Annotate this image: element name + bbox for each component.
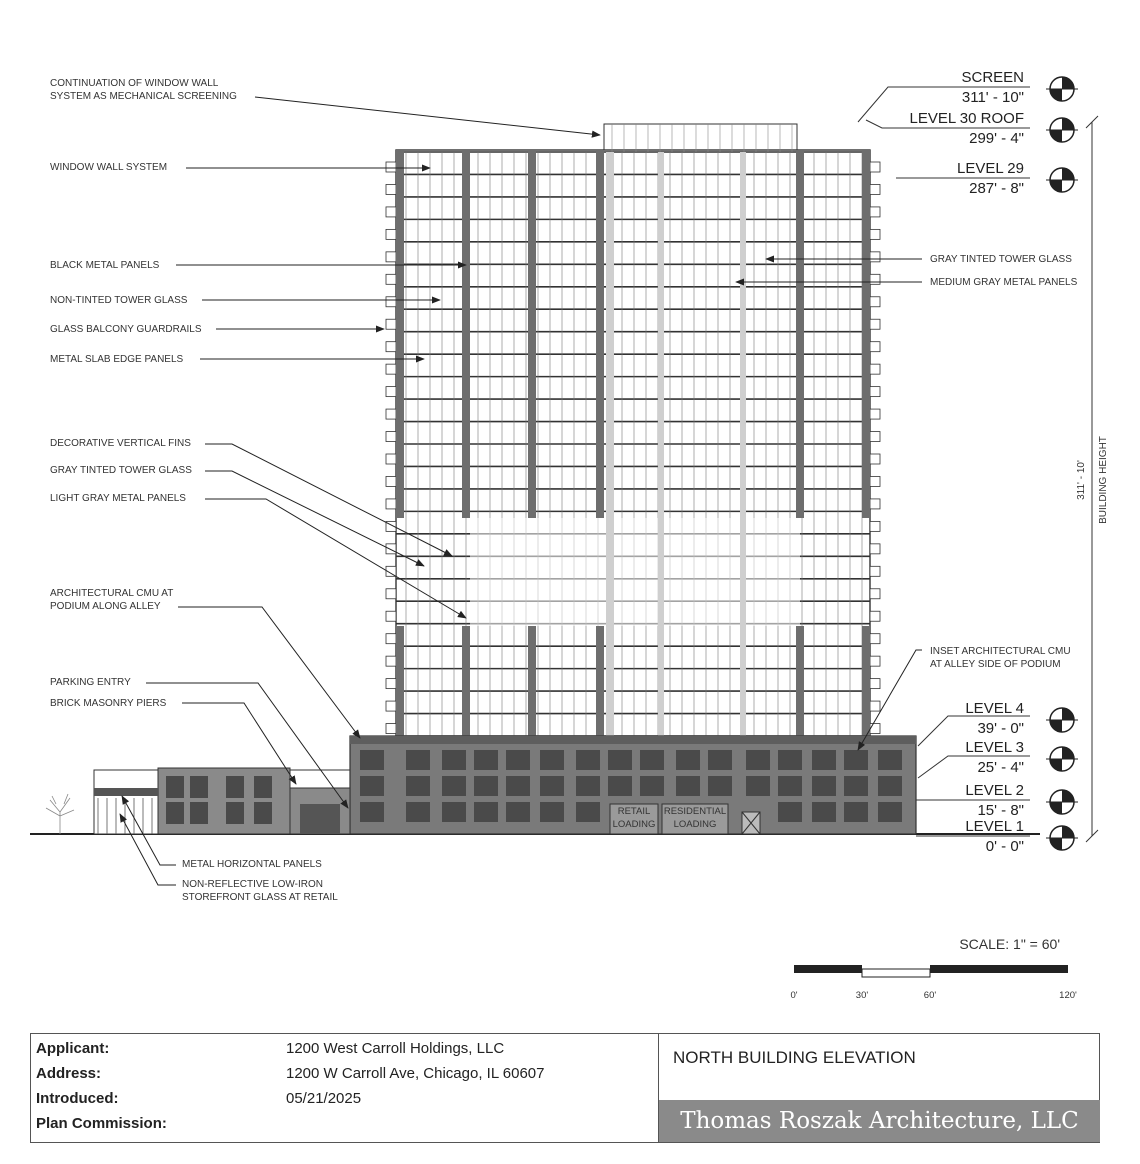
podium-window (778, 776, 802, 796)
level-target-quadrant (1062, 790, 1074, 802)
balcony-left (386, 724, 396, 734)
balcony-left (386, 297, 396, 307)
introduced-value: 05/21/2025 (286, 1090, 362, 1107)
pier-lower (396, 626, 404, 736)
scale-label: SCALE: 1" = 60' (959, 936, 1060, 952)
callout-inset-cmu-1: INSET ARCHITECTURAL CMU (930, 646, 1071, 657)
level-name: LEVEL 4 (965, 700, 1024, 717)
balcony-right (870, 724, 880, 734)
level-target-quadrant (1062, 118, 1074, 130)
callout-metal-horizontal: METAL HORIZONTAL PANELS (182, 859, 322, 870)
parking-canopy (290, 770, 350, 788)
level-name: LEVEL 2 (965, 782, 1024, 799)
balcony-right (870, 701, 880, 711)
balcony-left (386, 274, 396, 284)
balcony-left (386, 319, 396, 329)
podium-window (576, 776, 600, 796)
balcony-right (870, 207, 880, 217)
brick-window (254, 802, 272, 824)
pier-upper (462, 150, 470, 518)
balcony-left (386, 679, 396, 689)
level-target-quadrant (1050, 180, 1062, 192)
level-name: SCREEN (961, 69, 1024, 86)
balcony-right (870, 409, 880, 419)
balcony-right (870, 319, 880, 329)
parking-opening (300, 804, 340, 834)
level-elevation: 287' - 8" (969, 180, 1024, 197)
balcony-left (386, 207, 396, 217)
pier-lower (462, 626, 470, 736)
podium-window (360, 802, 384, 822)
scale-tick-120: 120' (1059, 990, 1077, 1001)
pier-upper (528, 150, 536, 518)
callout-parking: PARKING ENTRY (50, 677, 131, 688)
callout-black-metal: BLACK METAL PANELS (50, 260, 160, 271)
center-pier (658, 152, 664, 736)
podium-window (640, 750, 664, 770)
callout-window-wall: WINDOW WALL SYSTEM (50, 162, 168, 173)
level-name: LEVEL 3 (965, 739, 1024, 756)
podium-window (506, 776, 530, 796)
callout-slab-edge: METAL SLAB EDGE PANELS (50, 354, 184, 365)
applicant-value: 1200 West Carroll Holdings, LLC (286, 1040, 505, 1057)
balcony-left (386, 476, 396, 486)
podium-window (406, 802, 430, 822)
level-target-quadrant (1050, 838, 1062, 850)
balcony-left (386, 162, 396, 172)
applicant-label: Applicant: (36, 1040, 110, 1057)
balcony-left (386, 432, 396, 442)
project-info (31, 1034, 658, 1142)
podium-window (778, 802, 802, 822)
level-target-quadrant (1062, 826, 1074, 838)
balcony-right (870, 454, 880, 464)
balcony-left (386, 544, 396, 554)
level-elevation: 39' - 0" (977, 720, 1024, 737)
level-elevation: 25' - 4" (977, 759, 1024, 776)
balcony-left (386, 342, 396, 352)
level-target-quadrant (1050, 89, 1062, 101)
podium-window (406, 776, 430, 796)
podium-window (442, 802, 466, 822)
address-label: Address: (36, 1065, 102, 1082)
scale-seg-1 (794, 965, 862, 973)
level-elevation: 299' - 4" (969, 130, 1024, 147)
balcony-right (870, 634, 880, 644)
level-target-quadrant (1050, 802, 1062, 814)
podium-window (844, 802, 868, 822)
balcony-left (386, 364, 396, 374)
brick-window (226, 802, 244, 824)
podium-window (360, 750, 384, 770)
podium-window (576, 750, 600, 770)
callout-continuation-1: CONTINUATION OF WINDOW WALL (50, 78, 219, 89)
callout-brick: BRICK MASONRY PIERS (50, 698, 167, 709)
podium-window (676, 750, 700, 770)
pier-lower (596, 626, 604, 736)
podium-window (474, 802, 498, 822)
podium-window (878, 802, 902, 822)
level-name: LEVEL 29 (957, 160, 1024, 177)
brick-window (190, 776, 208, 798)
level-target-quadrant (1050, 720, 1062, 732)
sheet-title: NORTH BUILDING ELEVATION (673, 1048, 916, 1067)
center-pier (740, 152, 746, 736)
callout-gray-tinted-right: GRAY TINTED TOWER GLASS (930, 254, 1072, 265)
balcony-right (870, 679, 880, 689)
podium-window (576, 802, 600, 822)
podium-window (474, 750, 498, 770)
balcony-left (386, 387, 396, 397)
balcony-left (386, 589, 396, 599)
leader-continuation (255, 97, 600, 135)
podium-window (676, 776, 700, 796)
brick-window (166, 776, 184, 798)
firm-logo: Thomas Roszak Architecture, LLC (659, 1100, 1100, 1142)
balcony-right (870, 589, 880, 599)
balcony-left (386, 229, 396, 239)
height-value: 311' - 10' (1076, 460, 1087, 500)
podium-window (506, 802, 530, 822)
podium-window (844, 776, 868, 796)
level-target-quadrant (1062, 708, 1074, 720)
plan-commission-label: Plan Commission: (36, 1115, 167, 1132)
center-pier (606, 152, 614, 736)
balcony-right (870, 297, 880, 307)
brick-window (166, 802, 184, 824)
callout-cmu-2: PODIUM ALONG ALLEY (50, 601, 161, 612)
podium-window (746, 776, 770, 796)
podium-window (608, 750, 632, 770)
podium-cap (350, 736, 916, 744)
balcony-left (386, 409, 396, 419)
scale-tick-60: 60' (923, 990, 937, 1001)
balcony-right (870, 499, 880, 509)
balcony-left (386, 252, 396, 262)
callout-storefront-2: STOREFRONT GLASS AT RETAIL (182, 892, 338, 903)
balcony-left (386, 454, 396, 464)
podium-window (540, 802, 564, 822)
pier-upper (862, 150, 870, 518)
balcony-right (870, 184, 880, 194)
leader-cmu (178, 607, 360, 738)
podium-window (406, 750, 430, 770)
level-target-quadrant (1050, 130, 1062, 142)
pier-upper (396, 150, 404, 518)
pier-lower (528, 626, 536, 736)
scale-tick-30: 30' (855, 990, 869, 1001)
callout-balcony: GLASS BALCONY GUARDRAILS (50, 324, 202, 335)
podium-window (360, 776, 384, 796)
podium-window (878, 750, 902, 770)
balcony-right (870, 476, 880, 486)
scale-seg-3 (930, 965, 1068, 973)
podium-window (540, 776, 564, 796)
balcony-right (870, 252, 880, 262)
balcony-right (870, 342, 880, 352)
level-target-quadrant (1062, 747, 1074, 759)
podium-window (812, 802, 836, 822)
scale-tick-0: 0' (790, 990, 798, 1001)
podium-window (640, 776, 664, 796)
callout-gray-tinted-left: GRAY TINTED TOWER GLASS (50, 465, 192, 476)
podium-window (844, 750, 868, 770)
pier-upper (596, 150, 604, 518)
balcony-right (870, 656, 880, 666)
pier-upper (796, 150, 804, 518)
retail-sign-line1: RETAIL (617, 806, 651, 817)
title-block (30, 1033, 1100, 1143)
podium-window (506, 750, 530, 770)
balcony-left (386, 611, 396, 621)
callout-storefront-1: NON-REFLECTIVE LOW-IRON (182, 879, 323, 890)
address-value: 1200 W Carroll Ave, Chicago, IL 60607 (286, 1065, 545, 1082)
callout-inset-cmu-2: AT ALLEY SIDE OF PODIUM (930, 659, 1061, 670)
podium-window (812, 750, 836, 770)
residential-sign-line2: LOADING (673, 819, 717, 830)
level-elevation: 0' - 0" (985, 838, 1024, 855)
level-target-quadrant (1062, 77, 1074, 89)
light-gray-band (470, 518, 800, 626)
callout-light-gray: LIGHT GRAY METAL PANELS (50, 493, 186, 504)
brick-window (226, 776, 244, 798)
balcony-right (870, 521, 880, 531)
callout-fins: DECORATIVE VERTICAL FINS (50, 438, 191, 449)
podium-window (474, 776, 498, 796)
introduced-label: Introduced: (36, 1090, 119, 1107)
balcony-right (870, 162, 880, 172)
height-label: BUILDING HEIGHT (1098, 436, 1109, 524)
level-elevation: 311' - 10" (961, 89, 1024, 106)
level-name: LEVEL 1 (965, 818, 1024, 835)
podium-window (442, 750, 466, 770)
callout-continuation-2: SYSTEM AS MECHANICAL SCREENING (50, 91, 237, 102)
retail-sign-line2: LOADING (612, 819, 656, 830)
tree-icon (46, 794, 74, 834)
balcony-left (386, 656, 396, 666)
balcony-left (386, 634, 396, 644)
balcony-left (386, 701, 396, 711)
level-target-quadrant (1050, 759, 1062, 771)
pier-lower (796, 626, 804, 736)
balcony-left (386, 184, 396, 194)
podium-window (812, 776, 836, 796)
level-name: LEVEL 30 ROOF (909, 110, 1024, 127)
residential-sign-line1: RESIDENTIAL (663, 806, 727, 817)
balcony-right (870, 229, 880, 239)
scale-seg-2 (862, 969, 930, 977)
balcony-right (870, 566, 880, 576)
callout-cmu-1: ARCHITECTURAL CMU AT (50, 588, 174, 599)
podium-window (708, 750, 732, 770)
level-target-quadrant (1062, 168, 1074, 180)
callout-non-tinted: NON-TINTED TOWER GLASS (50, 295, 188, 306)
balcony-right (870, 544, 880, 554)
podium-window (608, 776, 632, 796)
balcony-left (386, 499, 396, 509)
podium-window (708, 776, 732, 796)
level-elevation: 15' - 8" (977, 802, 1024, 819)
balcony-right (870, 611, 880, 621)
pier-lower (862, 626, 870, 736)
callout-medium-gray: MEDIUM GRAY METAL PANELS (930, 277, 1078, 288)
brick-window (254, 776, 272, 798)
balcony-right (870, 274, 880, 284)
podium-window (878, 776, 902, 796)
retail-pavilion-band (94, 788, 158, 796)
podium-window (778, 750, 802, 770)
podium-window (746, 750, 770, 770)
sheet-info (658, 1034, 1100, 1142)
balcony-right (870, 387, 880, 397)
podium-window (442, 776, 466, 796)
podium-window (540, 750, 564, 770)
brick-window (190, 802, 208, 824)
balcony-right (870, 432, 880, 442)
balcony-right (870, 364, 880, 374)
